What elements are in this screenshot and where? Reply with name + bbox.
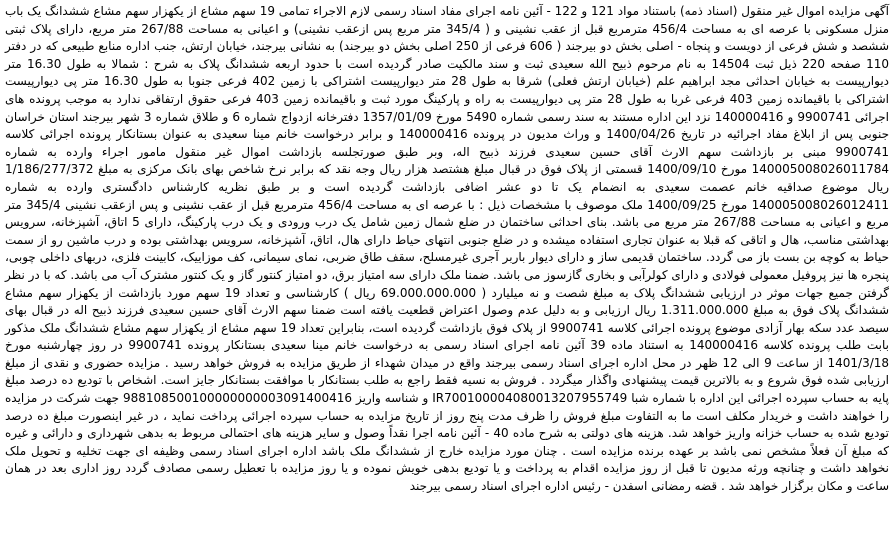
auction-notice-text: آگهی مزایده اموال غیر منقول (اسناد ذمه) باستناد مواد 121 و 122 - آئین نامه اجرای مفاد اسناد رسمی لازم الاجراء تمامی 19 سهم مشاع از یکهزار سهم مشاع ششدانگ یک باب منزل مسکونی با عرصه ای به مساحت 456/4 مترمربع قبل از عقب نشینی و ( 345/4 متر مربع پس ازعقب نشینی) و اعیانی به مساحت 267/88 متر مربع، دارای پلاک ثبتی ششصد و شش فرعی از دویست و پنجاه - اصلی بخش دو بیرجند ( 606 فرعی از 250 اصلی بخش دو بیرجند) به نشانی بیرجند، خیابان ارتش، جنب اداره منابع طبیعی که در دفتر 110 صفحه 220 ذیل ثبت 14504 به نام مرحوم ذبیح الله سعیدی ثبت و سند مالکیت صادر گردیده است با حدود اربعه ششدانگ پلاک به شرح : شمالا به طول 16.30 متر دیوارپیست به خیابان احداثی مجد ابراهیم علم (خیابان ارتش فعلی) شرقا به طول 28 متر دیوارپیست اشتراکی با زمین 402 فرعی جنوبا به طول 16.30 متر پی دیوارپیست اشتراکی با باقیمانده زمین 403 فرعی غربا به طول 28 متر پی دیوارپیست به راه و پارکینگ مورد ثبت و باقیمانده زمین 403 فرعی حقوق ارتفاقی ندارد به موجب پرونده های اجرائی 9900741 و 140000416 نزد این اداره مستند به سند رسمی شماره 5490 مورخ 1357/01/09 دفترخانه ازدواج شماره 6 و طلاق شماره 3 شهر بیرجند استان خراسان جنوبی پس از ابلاغ مفاد اجرائیه در تاریخ 1400/04/26 و وراث مدیون در پرونده 140000416 و برابر درخواست خانم مینا سعیدی به عنوان بستانکار پرونده اجرائی کلاسه 9900741 مبنی بر بازداشت سهم الارث آقای حسین سعیدی فرزند ذبیح اله، وبر طبق صورتجلسه بازداشت اموال غیر منقول مامور اجراء وارده به شماره 140005008026011784 مورخ 1400/09/10 قسمتی از پلاک فوق در قبال مبلغ هشتصد هزار ریال وجه نقد که برابر نرخ شاخص بهای بانک مرکزی به مبلغ 1/186/277/372 ریال موضوع صداقیه خانم عصمت سعیدی به انضمام یک تا دو عشر اضافی بازداشت گردیده است و بر طبق نظریه کارشناس دادگستری وارده به شماره 140005008026012411 مورخ 1400/09/25 ملک موصوف با مشخصات ذیل : با عرصه ای به مساحت 456/4 مترمربع قبل از عقب نشینی و پس ازعقب نشینی 345/4 متر مربع و اعیانی به مساحت 267/88 متر مربع می باشد. بنای احداثی ساختمان در ضلع شمال زمین شامل یک درب ورودی و یک درب پارکینگ، دارای 5 اتاق، آشپزخانه، سرویس بهداشتی مناسب، هال و اتاقی که قبلا به عنوان تجاری استفاده میشده و در ضلع جنوبی انتهای حیاط دارای هال، اتاق، آشپزخانه، سرویس بهداشتی بوده و درب ماشین رو از سمت حیاط به کوچه بن بست باز می گردد. ساختمان قدیمی ساز و دارای دیوار باربر آجری غیرمسلح، سقف طاق ضربی، نمای سیمانی، کف موزاییک، کابینت فلزی، دربهای داخلی چوبی، پنجره ها نیز پروفیل معمولی فولادی و دارای کولرآبی و بخاری گازسوز می باشد. ضمنا ملک دارای سه امتیاز برق، دو امتیاز کنتور گاز و یک کنتور مشترک آب می باشد. که با در نظر گرفتن جمیع جهات موثر در ارزیابی ششدانگ پلاک به مبلغ شصت و نه میلیارد ( 69.000.000.000 ریال ) کارشناسی و تعداد 19 سهم مورد بازداشت از یکهزار سهم مشاع ششدانگ پلاک فوق به مبلغ 1.311.000.000 ریال ارزیابی و به دلیل عدم وصول اعتراض قطعیت یافته است ضمنا سهم الارث آقای حسین سعیدی فرزند ذبیح اله در قبال بهای سیصد عدد سکه بهار آزادی موضوع پرونده اجرائی کلاسه 9900741 از پلاک فوق بازداشت گردیده است، بنابراین تعداد 19 سهم مشاع از یکهزار سهم مشاع ششدانگ ملک مذکور بابت طلب پرونده کلاسه 140000416 به استناد ماده 39 آئین نامه اجرای اسناد رسمی به درخواست خانم مینا سعیدی بستانکار پرونده 9900741 در روز چهارشنبه مورخ 1401/3/18 از ساعت 9 الی 12 ظهر در محل اداره اجرای اسناد رسمی بیرجند واقع در میدان شهداء از طریق مزایده به فروش خواهد رسید . مزایده حضوری و نقدی از مبلغ ارزیابی شده فوق شروع و به بالاترین قیمت پیشنهادی واگذار میگردد . فروش به نسیه فقط راجع به طلب بستانکار با موافقت بستانکار جایز است. اشخاص با تودیع ده درصد مبلغ پایه به حساب سپرده اجرائی این اداره با شماره شبا IR700100004080013207955749 و شناسه واریز 988108500100000000003091400416 جهت شرکت در مزایده را خواهند داشت و خریدار مکلف است ما به التفاوت مبلغ فروش را ظرف مدت پنج روز از تاریخ مزایده به حساب سپرده اجرائی پرداخت نماید ، در غیر اینصورت مبلغ ده درصد تودیع شده به حساب خزانه واریز خواهد شد. هزینه های دولتی به شرح ماده 40 - آئین نامه اجرا نقداً وصول و سایر هزینه های احتمالی مربوط به بدهی شهرداری و دارائی و غیره که مبلغ آن فعلاً مشخص نمی باشد بر عهده برنده مزایده است . چنان مورد مزایده خارج از ششدانگ ملک باشد اداره اجرای اسناد رسمی وظیفه ای جهت تخلیه و تحویل ملک نخواهد داشت و چنانچه ورثه مدیون تا قبل از روز مزایده اقدام به پرداخت و یا تودیع بدهی خویش نموده و یا روز مزایده با تعطیل رسمی مصادف گردد روز اداری بعد در همان ساعت و مکان برگزار خواهد شد . قضه رمضانی اسفدن - رئیس اداره اجرای اسناد رسمی بیرجند — [5, 4, 890, 494]
